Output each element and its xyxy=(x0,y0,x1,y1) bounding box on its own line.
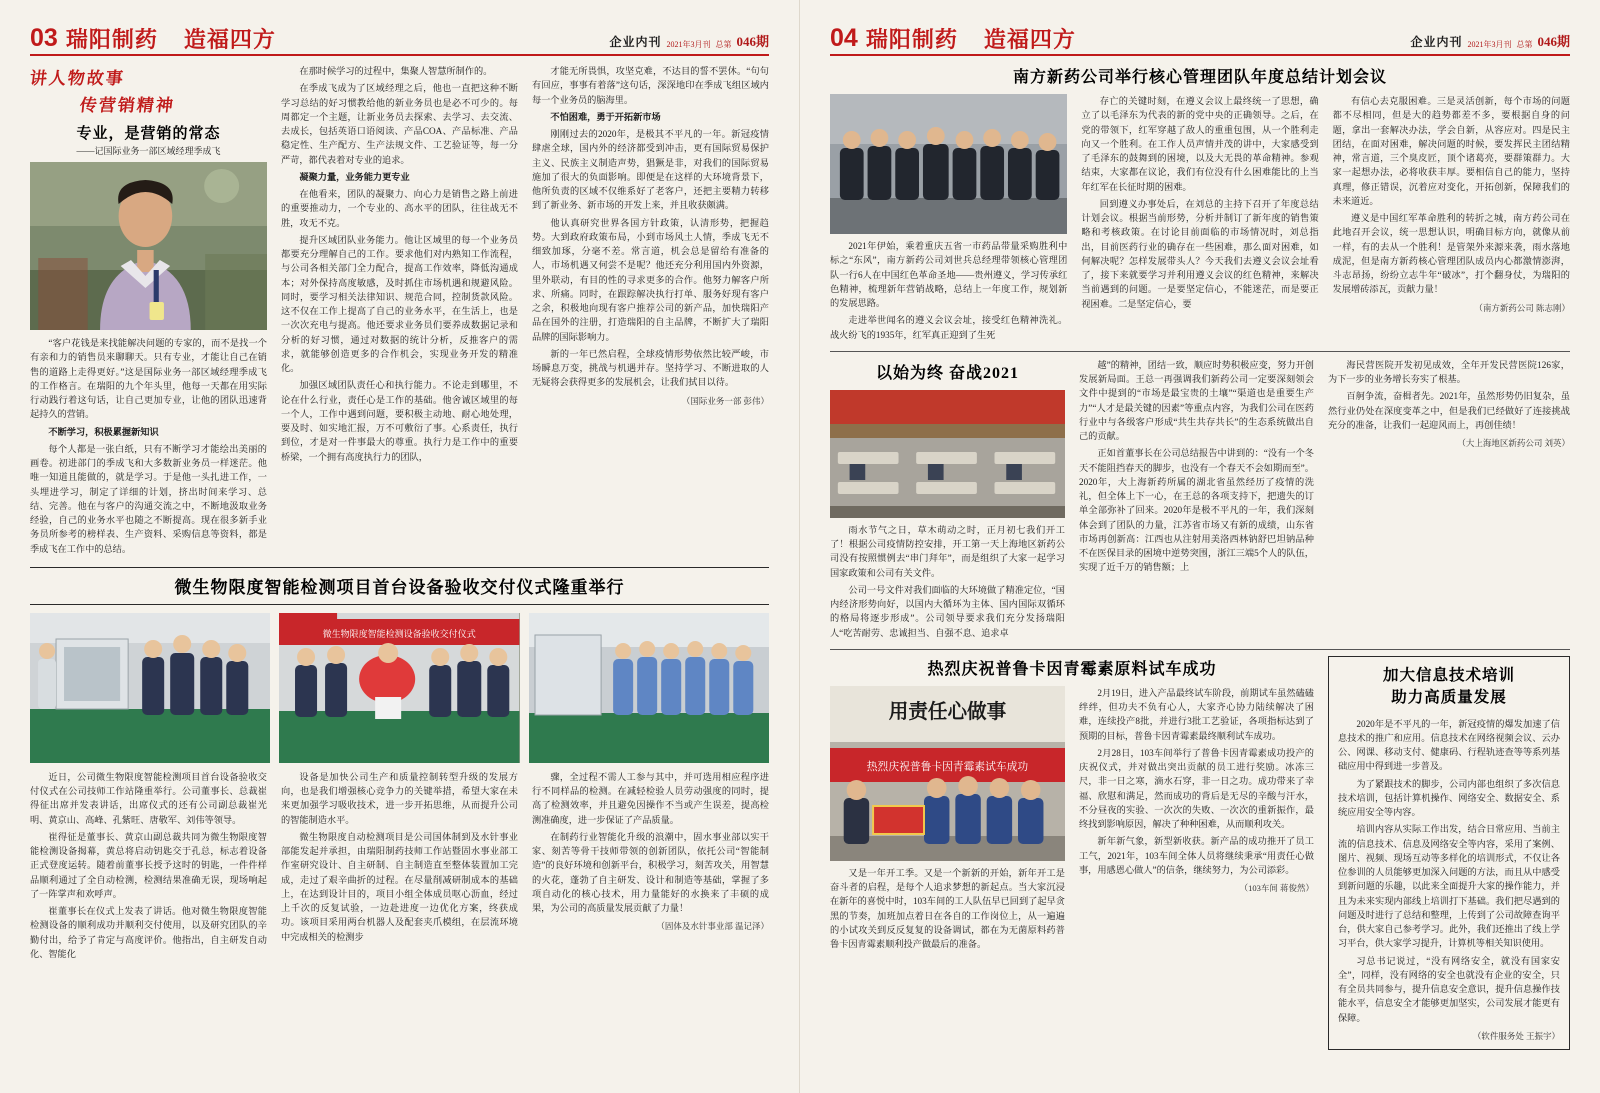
r-article-1-para: 2021年伊始，乘着重庆五省一市药品带量采购胜利中标之“东风”，南方新药公司刘世兵总经理带领核心管理团队一行6人在中国红色革命圣地——贵州遵义，学习传承红色精神，梳理新年营销战略，总结上一年度工作，规划新的发展思路。 xyxy=(830,241,1068,308)
article-2-col-2 xyxy=(281,770,518,964)
article-1-subhead: 不怕困难，勇于开拓新市场 xyxy=(550,111,661,122)
article-1-para: “客户花钱是来找能解决问题的专家的，而不是找一个有亲和力的销售员来聊聊天。只有专业，才能让自己在销售的道路上走得更好。”这是国际业务一部区域经理季成飞的工作格言。在瑞阳的九个年头里，他每一天都在用实际行动践行着这句话，让自己更加专业，让他的团队迅速背起持久的营销。 xyxy=(30,338,267,420)
r-article-4-headline xyxy=(1338,665,1560,710)
article-2-para: 近日，公司微生物限度智能检测项目首台设备验收交付仪式在公司技师工作站隆重举行。公司董事长、总裁崔得征出席并发表讲话，出席仪式的还有公司副总裁崔光明、黄京山、高峰、孔紫旺、唐敬军、刘伟等领导。 xyxy=(30,771,267,825)
r-article-4-para: 习总书记说过，“没有网络安全，就没有国家安全”，同样，没有网络的安全也就没有企业的安全，只有全员共同参与，提升信息安全意识，提升信息操作技能水平，信息安全才能够更加坚实，公司发展才能更有保障。 xyxy=(1338,955,1560,1023)
r-article-4-headline-line2: 助力高质量发展 xyxy=(1391,689,1507,707)
r-article-1-para: 存亡的关键时刻，在遵义会议上最终统一了思想，确立了以毛泽东为代表的新的党中央的正确领导。之后，在党的带领下，红军穿越了敌人的重重包围，从一个胜利走向又一个胜利。在工作人员声情并茂的讲中，大家感受到了毛泽东的鼓舞到的困境，以及大无畏的革命精神。参观结束，大家都在议论，我们有位没有什么困难能比的上当年红军在长征时期的困难。 xyxy=(1081,96,1319,192)
r-article-1-headline: 南方新药公司举行核心管理团队年度总结计划会议 xyxy=(1012,69,1387,86)
r-article-2-headline: 以始为终 奋战2021 xyxy=(875,364,1019,382)
brand-label-right: 企业内刊 xyxy=(1410,35,1463,49)
r-article-2-signature: （大上海地区新药公司 刘英） xyxy=(1457,438,1570,448)
r-article-3-para: 2月19日，进入产品最终试车阶段，前期试车虽然磕磕绊绊，但功夫不负有心人，大家齐心协力陆续解决了困难，连续投产8批，并进行3批工艺验证，各项指标达到了预期的目标，普鲁卡因青霉素最终顺利试车成功。 xyxy=(1079,687,1314,741)
r-article-1-para: 遵义是中国红军革命胜利的转折之城，南方药公司在此地召开会议，统一思想认识，明确目标方向，就像从前一样，有的去从一个胜利！是管架外来源来袭，雨水落地成泥，但是南方新药核心管理团队成员内心都激情澎湃，斗志昂扬，纷纷立志牛年“破冰”，打个翻身仗，为瑞阳的发展增砖添瓦，贡献力量！ xyxy=(1332,213,1570,295)
r-article-2-col-3 xyxy=(1328,358,1570,643)
article-1-col-2 xyxy=(281,64,518,559)
article-1-para: 刚刚过去的2020年，是极其不平凡的一年。新冠疫情肆虐全球，国内外的经济都受到冲击，更有国际贸易保护主义、民族主义制造声势，猖獗是非，对我们的国际贸易施加了很大的负面影响。即便是在这样的大环境背景下，他所负责的区域不仅维系好了老客户，还把主要精力转移到了新业务、新市场的开发上来，并且收获颇满。 xyxy=(532,129,769,211)
article-2-para: 骤，全过程不需人工参与其中，并可选用相应程序进行不同样品的检测。在减轻检验人员劳动强度的同时，提高了检测效率，并且避免因操作不当或产生误差，提高检测准确度，进一步保证了产品质量。 xyxy=(532,771,769,825)
r-article-2-para: 正如首董事长在公司总结报告中讲到的：“没有一个冬天不能阻挡春天的脚步，也没有一个春天不会如期而至”。2020年，大上海新药所属的湖北省虽然经历了疫情的洗礼，但全体上下一心，在王总的各项支持下，把遗失的订单全部弥补了回来。2020年是极不平凡的一年，我们深刻体会到了团队的力量，江苏省市场又有新的成绩，山东省市场再创新高：江西也从注射用美洛西林钠舒巴坦钠品种不在医保目录的困境中逆势突围，浙江三端5个人的队伍，实现了近千万的销售额；上 xyxy=(1079,448,1314,573)
brush-heading xyxy=(30,64,267,116)
r-article-4-box xyxy=(1328,656,1570,1050)
r-article-2-para: 雨水节气之日，草木萌动之时，正月初七我们开工了！根据公司疫情防控安排，开工第一天上海地区新药公司没有按照惯例去“串门拜年”，而是组织了大家一起学习国家政策和公司有关文件。 xyxy=(830,524,1065,578)
r-article-3-headline: 热烈庆祝普鲁卡因青霉素原料试车成功 xyxy=(927,660,1217,678)
r-article-3-col-2 xyxy=(1079,686,1314,955)
r-article-1-para: 回到遵义办事处后，在刘总的主持下召开了年度总结计划会议。根据当前形势，分析并制订了新年度的销售策略和考核政策。在讨论目前面临的市场情况时，刘总指出，目前医药行业的确存在一些困难，那么面对困难，如何解决呢？怎样发展带头人？今天我们去遵义会议会址看了，接下来就要学习并利用遵义会议的红色精神，来解决当前遇到的问题。一是要坚定信心，不能迷茫，而是要正视困难。二是坚定信心，要 xyxy=(1081,198,1319,309)
r-article-3-para: 又是一年开工季。又是一个新新的开始，新年开工是奋斗者的启程，是每个人追求梦想的新起点。当大家沉浸在新年的喜悦中时，103车间的工人队伍早已回到了起早贪黑的节奏，加班加点着日在各自的工作岗位上，从一遍遍的小试攻关到反反复复的设备调试，都在为无菌原料药普鲁卡因青霉素顺利投产做最后的准备。 xyxy=(830,867,1065,949)
r-article-1-para: 有信心去克服困难。三是灵活创新，每个市场的问题都不尽相同，但是大的趋势都差不多，要根据自身的问题，拿出一套解决办法，学会自新，从容应对。四是民主团结，在面对困难，解决问题的时候，要发挥民主团结精神，常言道，三个臭皮匠，顶个诸葛亮，要群策群力。大家一起想办法，必将收获丰厚。要相信自己的能力，坚持真理，修正错误，沉着应对变化，开拓创新，保障我们的未来道近。 xyxy=(1332,96,1570,206)
article-2-photo-right xyxy=(529,613,769,763)
r-article-3-signature: （103车间 蒋俊然） xyxy=(1239,883,1314,893)
article-2-headline: 微生物限度智能检测项目首台设备验收交付仪式隆重举行 xyxy=(30,567,769,605)
r-article-3-photo xyxy=(830,686,1065,861)
page-right xyxy=(800,0,1600,1093)
article-1-para: 他认真研究世界各国方针政策，认清形势，把握趋势。大到政府政策布局，小到市场风土人情，季成飞无不细致加琢，分毫不差。常言道，机会总是留给有准备的人，市场机遇又何尝不是呢？他还充分利用国内外资源，里外联动，有目的性的寻求更多的合作。他努力解客户所求、所痛。同时，在跟踪解决执行打单、服务好现有客户之余，积极地向现有客户推荐公司的新产品，加快瑞阳产品在国外的注册，打造瑞阳的自主品牌，不断扩大了瑞阳品牌的国际影响力。 xyxy=(532,217,769,342)
r-article-1-para: 走进举世闻名的遵义会议会址，接受红色精神洗礼。战火纷飞的1935年，红军真正迎到了生死 xyxy=(830,315,1068,340)
issue-date-left: 2021年3月刊 xyxy=(666,40,711,49)
page-number-right: 04 xyxy=(830,24,858,52)
article-1-subhead: 不断学习，积极累握新知识 xyxy=(48,426,159,437)
article-1-columns xyxy=(30,64,769,559)
r-article-4-para: 为了紧跟技术的脚步，公司内部也组织了多次信息技术培训，包括计算机操作、网络安全、数据安全、系统应用安全等内容。 xyxy=(1338,778,1560,818)
masthead-meta-left xyxy=(609,31,769,51)
masthead-title-a-right: 瑞阳制药 xyxy=(865,27,958,52)
brand-label-left: 企业内刊 xyxy=(609,35,662,49)
article-1-para: 提升区域团队业务能力。他让区域里的每一个业务员都要充分理解自己的工作。要求他们对内熟知工作流程，与公司各相关部门全力配合，提高工作效率，降低沟通成本；对外保持高度敏感，及时抓住市场机遇和规避风险。同时，要学习相关法律知识、规范合同，控制货款风险。这不仅在工作上提高了自己的业务水平，在生活上，也是一次次充电与提高。他还要求业务员们要养成数据记录和分析的好习惯，通过对数据的统计分析，反推客户的需求，就能够创造更多的合作机会，实现业务开发的精准化。 xyxy=(281,234,518,373)
page-number-left: 03 xyxy=(30,24,58,52)
issue-label-right: 总第 xyxy=(1516,40,1533,49)
article-1-para: 才能无所畏惧，攻坚克难，不达目的誓不罢休。“句句有回应，事事有着落”这句话，深深地印在季成飞组区域内每一个业务员的脑海里。 xyxy=(532,66,769,105)
issue-date-right: 2021年3月刊 xyxy=(1467,40,1512,49)
r-article-2-left-wrap xyxy=(830,358,1314,643)
article-1-para: 在那时候学习的过程中，集聚人智慧所制作的。 xyxy=(299,66,493,76)
article-1-para: 新的一年已然启程，全球疫情形势依然比较严峻，市场瞬息万变，挑战与机遇并存。坚持学习、不断进取的人无疑将会获得更多的发展机会，让我们拭目以待。 xyxy=(532,348,769,388)
article-2-para: 微生物限度自动检测项目是公司国体制到及水针事业部能发起并承担，由瑞阳制药技师工作站暨固水事业部工作室研究设计、自主研制、自主制造直至整体装置加工完成，走过了艰辛曲折的过程。在尽量削减研制成本的基础上，在达到设计目的，项目小组全体成员呕心沥血，经过上千次的反复试验，一边赴进度一边优化方案，终获成功。该项目采用两台机器人及配套夹爪模组，在层流环境中完成相关的检测步 xyxy=(281,831,518,942)
r-article-2-inner xyxy=(830,358,1314,643)
brush-line-2: 传营销精神 xyxy=(78,96,176,115)
article-1-signature: （国际业务一部 彭伟） xyxy=(681,395,769,406)
masthead-title-a-left: 瑞阳制药 xyxy=(65,27,158,52)
article-1-subtitle: ——记国际业务一部区域经理季成飞 xyxy=(76,146,221,156)
article-2-photo-row xyxy=(30,613,769,763)
r-article-1-signature: （南方新药公司 陈志刚） xyxy=(1474,302,1570,313)
brush-line-1: 讲人物故事 xyxy=(28,69,126,88)
article-2-para: 设备是加快公司生产和质量控制转型升级的发展方向，也是我们增强核心竞争力的关键举措，希望大家在未来更加强学习吸收技术，进一步开拓思维，从而提升公司的智能制造水平。 xyxy=(281,771,518,825)
masthead-title-b-left: 造福四方 xyxy=(183,27,276,52)
svg-text:用责任心做事: 用责任心做事 xyxy=(888,700,1007,723)
article-2-para: 在制药行业智能化升级的浪潮中，固水事业部以实干家、刻苦等骨干技师带领的创新团队，依托公司“智能制造”的良好环境和创新平台，积极学习，刻苦攻关，用智慧的火花，蓬勃了自主研发、设计和制造等基础，掌握了多项自动化的核心技术，用力量能好的水换来了丰硕的成果，为公司的高质量发展贡献了力量！ xyxy=(532,831,769,913)
r-article-1-columns xyxy=(830,94,1570,345)
r-article-4-para: 培训内容从实际工作出发，结合日常应用、当前主流的信息技术、信息及网络安全等内容，采用了案例、图片、视频、现场互动等多样化的培训形式，不仅让各位参训的人员能够更加深入问题的方法，而且从中感受到新问题的乐趣，以此来全面提升大家的操作能力，并且为未来实现内部线上培训打下基础。我们把尽遇到的问题及时进行了总结和整理，上传到了公司故障查询平台，供大家自己参考学习。此外，我们还推出了线上学习平台，供大家学习提升，计算机等相关知识使用。 xyxy=(1338,824,1560,949)
r-article-2-para: 海民营医院开发初见成效，全年开发民营医院126家，为下一步的业务增长夯实了根基。 xyxy=(1328,359,1570,384)
masthead-left xyxy=(30,26,769,56)
r-article-3-para: 2月28日，103车间举行了普鲁卡因青霉素成功投产的庆祝仪式，并对做出突出贡献的员工进行奖励。冰冻三尺，非一日之寒，滴水石穿，非一日之功。成功带来了幸福、欣慰和满足，然而成功的背后是无尽的辛酸与汗水，不分昼夜的实验、一次次的失败、一次次的重新振作，最终找到影响原因，解决了种种困难，从而顺利攻关。 xyxy=(1079,747,1314,829)
r-article-4-signature: （软件服务处 王振宇） xyxy=(1472,1030,1560,1041)
r-article-1-col-1 xyxy=(830,94,1067,345)
r-article-3-columns xyxy=(830,686,1314,955)
r-article-4-para: 2020年是不平凡的一年，新冠疫情的爆发加速了信息技术的推广和应用。信息技术在网络视频会议、云办公、网课、移动支付、健康码、行程轨迹查等等系列基础应用中得到进一步普及。 xyxy=(1338,718,1560,772)
svg-text:微生物限度智能检测设备验收交付仪式: 微生物限度智能检测设备验收交付仪式 xyxy=(322,628,477,639)
masthead-right xyxy=(830,26,1570,56)
r-article-4-headline-line1: 加大信息技术培训 xyxy=(1382,666,1515,684)
r-article-1-photo xyxy=(830,94,1067,234)
r-article-2-col-1 xyxy=(830,358,1065,643)
article-2-col-3 xyxy=(532,770,769,964)
r-article-1-col-2 xyxy=(1081,94,1318,345)
article-1-title: 专业，是营销的常态 xyxy=(76,126,221,142)
article-2-signature: （固体及水针事业部 温记泽） xyxy=(656,921,769,932)
r-article-3-para: 新年新气象，新型新收获。新产品的成功推开了员工工气，2021年，103车间全体人员将继续秉承“用责任心做事，用感恩心做人”的信条，继续努力，为公司添彩。 xyxy=(1079,836,1314,875)
r-article-2-photo xyxy=(830,390,1065,518)
r-bottom-block xyxy=(830,656,1570,1050)
r-article-2-para: 越”的精神，团结一致，顺应时势积极应变，努力开创发展新局面。王总一再强调我们新药公司一定要深刻领会文件中提到的“市场是最宝贵的土壤”“渠道也是重要生产力”“人才是最关键的因素”等重点内容，为我们公司在医药行业中与各级客户形成“共生共存共长”的生态系统做出自己的贡献。 xyxy=(1079,359,1314,441)
article-2-photo-center xyxy=(279,613,519,763)
issue-label-left: 总第 xyxy=(715,40,732,49)
r-article-3-col-1 xyxy=(830,686,1065,955)
article-1-para: 加强区域团队责任心和执行能力。不论走到哪里，不论在什么行业，责任心是工作的基础。他舍诚区域里的每一个人，工作中遇到问题，要积极主动地、耐心地处理，要及时、如实地汇报，万不可敷衍了事。心系责任，执行到位，才是对一件事最大的尊重。执行力是工作中的重要桥梁，一个拥有高度执行力的团队， xyxy=(281,380,518,462)
article-1-col-1 xyxy=(30,64,267,559)
article-2-para: 崔董事长在仪式上发表了讲话。他对微生物限度智能检测设备的顺利成功并顺利交付使用，以及研究团队的辛勤付出，给予了肯定与高度评价。他指出，自主研发自动化、智能化 xyxy=(30,906,267,959)
article-1-para: 每个人都是一张白纸，只有不断学习才能绘出美丽的画卷。初进部门的季成飞和大多数新业务员一样迷茫。他唯一知道且能做的，就是学习。于是他一头扎进工作，一头埋进学习，制定了详细的计划，挤出时间来学习、总结、完善。他在与客户的沟通交流之中，不断地汲取业务经验，自己的业务水平也随之不断提高。现在很多新手业务员所参考的榜样表、生产资料、采购信息等资料，都是季成飞在工作中的总结。 xyxy=(30,443,267,554)
article-2-photo-left xyxy=(30,613,270,763)
r-article-4-wrap xyxy=(1328,656,1570,1050)
masthead-title-b-right: 造福四方 xyxy=(983,27,1076,52)
r-article-2-block xyxy=(830,358,1570,643)
issue-number-left: 046期 xyxy=(736,34,769,49)
masthead-meta-right xyxy=(1410,31,1570,51)
article-2-para: 崔得征是董事长、黄京山副总裁共同为微生物限度智能检测设备揭幕，黄总将启动钥匙交于孔总，标志着设备正式登度运转。随着前董事长授予这时的钥匙，一件件样品顺利通过了全自动检测，检测结果准确无误，现场响起了一阵掌声和欢呼声。 xyxy=(30,831,267,899)
r-article-2-para: 百舸争流，奋楫者先。2021年，虽然形势仍旧复杂，虽然行业仍处在深度变革之中，但是我们已经做好了连接挑战充分的准备，让我们一起迎风而上，再创佳绩！ xyxy=(1328,391,1570,430)
r-article-2-para: 公司一号文件对我们面临的大环境做了精准定位，“国内经济形势向好，以国内大循环为主体、国内国际双循环的格局将逐步形成”。公司领导要求我们充分发扬瑞阳人“吃苦耐劳、忠诚担当、自强不息、追求卓 xyxy=(830,584,1065,638)
article-1-subhead: 凝聚力量，业务能力更专业 xyxy=(299,171,410,182)
r-article-2-col-2 xyxy=(1079,358,1314,643)
article-1-col-3 xyxy=(532,64,769,559)
article-1-photo xyxy=(30,162,267,330)
r-article-1-col-3 xyxy=(1333,94,1570,345)
article-2-col-1 xyxy=(30,770,267,964)
article-1-para: 在季成飞成为了区域经理之后，他也一直把这种不断学习总结的好习惯教给他的新业务员也是必不可少的。每周都定一个主题，让新业务员去探索、去学习、去交流、去成长，包括英语口语阅读、产品COA、产品标准、产品稳定性、生产配方、生产法规文件、工艺验证等，每一分严苛，都代表着对专业的追求。 xyxy=(281,83,518,165)
issue-number-right: 046期 xyxy=(1537,34,1570,49)
divider-1 xyxy=(830,351,1570,352)
svg-text:热烈庆祝普鲁卡因青霉素试车成功: 热烈庆祝普鲁卡因青霉素试车成功 xyxy=(866,760,1029,773)
article-2-columns xyxy=(30,770,769,964)
article-1-para: 在他看来，团队的凝聚力、向心力是销售之路上前进的重要推动力，一个专业的、高水平的团队，往往战无不胜，攻无不克。 xyxy=(281,189,518,228)
divider-2 xyxy=(830,649,1570,650)
r-article-3-wrap xyxy=(830,656,1314,1050)
